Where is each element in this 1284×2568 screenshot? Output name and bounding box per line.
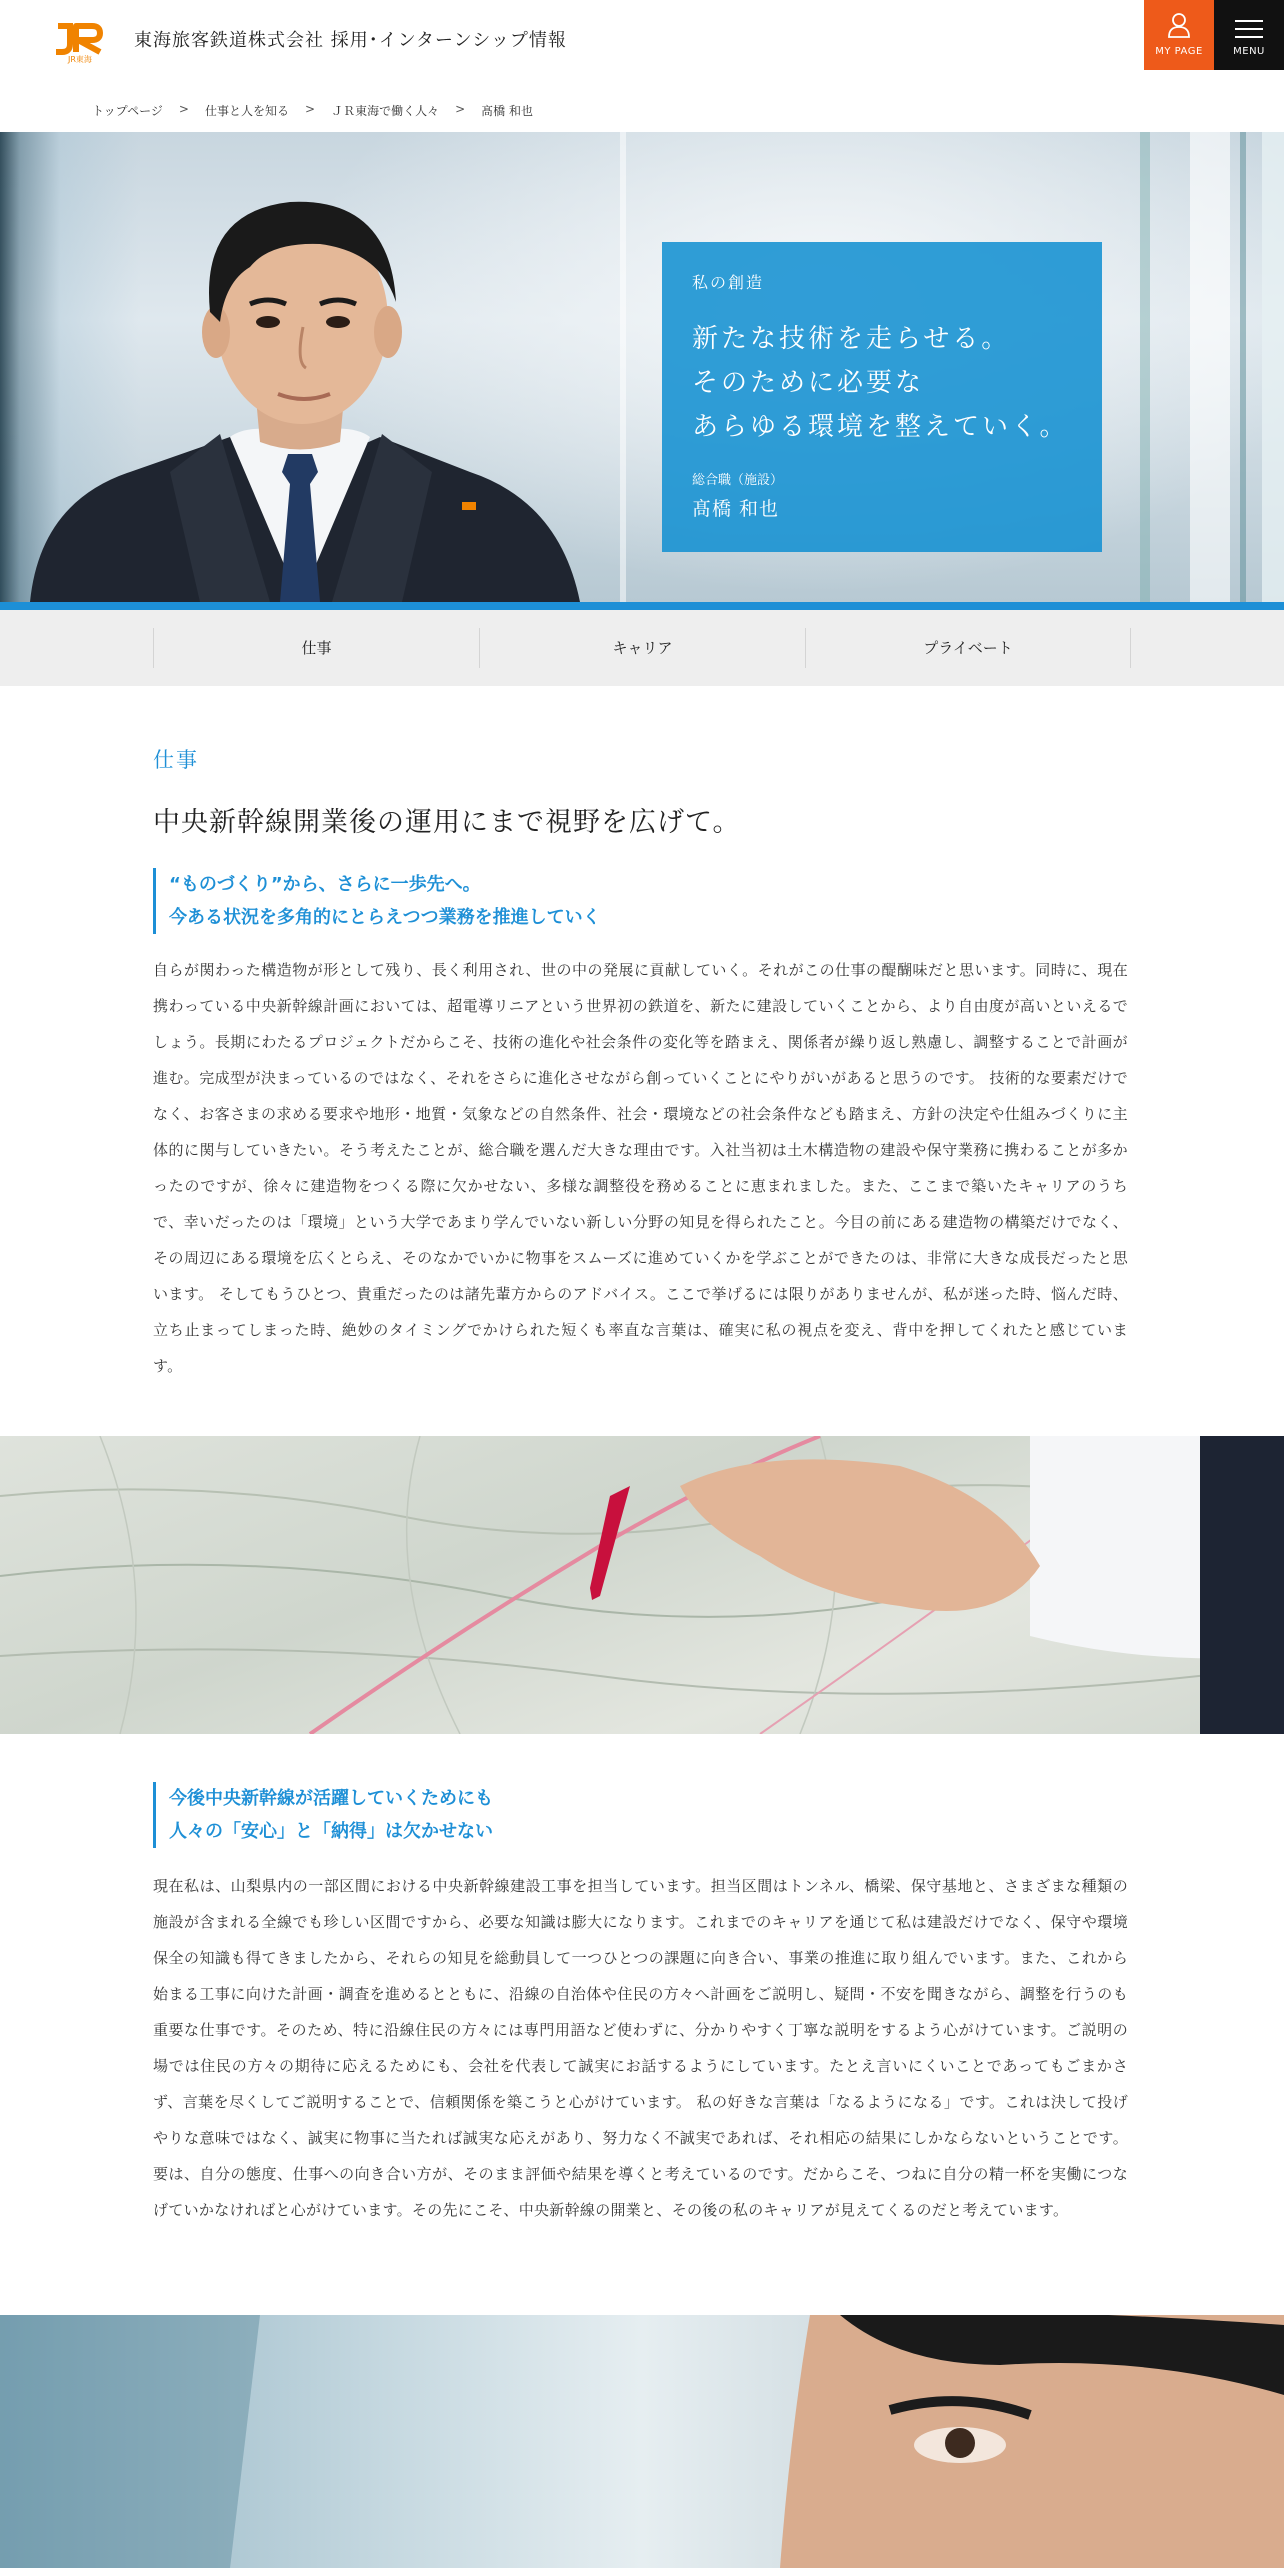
employee-name: 髙橋 和也 — [692, 498, 780, 520]
body-paragraph: 現在私は、山梨県内の一部区間における中央新幹線建設工事を担当しています。担当区間はトンネル、橋梁、保守基地と、さまざまな種類の施設が含まれる全線でも珍しい区間ですから、必要な知識は膨大になります。これまでのキャリアを通じて私は建設だけでなく、保守や環境保全の知識も得てきましたから、それらの知見を総動員して一つひとつの課題に向き合い、事業の推進に取り組んでいます。また、これから始まる工事に向けた計画・調査を進めるとともに、沿線の自治体や住民の方々へ計画をご説明し、疑問・不安を聞きながら、調整を行うのも重要な仕事です。そのため、特に沿線住民の方々には専門用語など使わずに、分かりやすく丁寧な説明をするよう心がけています。ご説明の場では住民の方々の期待に応えるためにも、会社を代表して誠実にお話するようにしています。たとえ言いにくいことであってもごまかさず、言葉を尽くしてご説明することで、信頼関係を築こうと心がけています。 私の好きな言葉は「なるようになる」です。これは決して投げやりな意味ではなく、誠実に物事に当たれば誠実な応えがあり、努力なく不誠実であれば、それ相応の結果にしかならないということです。要は、自分の態度、仕事への向き合い方が、そのまま評価や結果を導くと考えているのです。だからこそ、つねに自分の精一杯を実働につなげていかなければと心がけています。その先にこそ、中央新幹線の開業と、その後の私のキャリアが見えてくるのだと考えています。 — [153, 1877, 1128, 2219]
portrait-closeup-photo — [0, 2315, 1284, 2568]
section-label: 仕事 — [153, 748, 199, 772]
portrait-closeup-illustration — [0, 2315, 1284, 2568]
breadcrumb-item-people[interactable]: ＪＲ東海で働く人々 — [331, 104, 440, 118]
tab-work[interactable]: 仕事 — [153, 628, 479, 668]
hero-accent-bar — [0, 602, 1284, 610]
logo-text: JR東海 — [68, 55, 92, 64]
body-paragraph: 自らが関わった構造物が形として残り、長く利用され、世の中の発展に貢献していく。それがこの仕事の醍醐味だと思います。同時に、現在携わっている中央新幹線計画においては、超電導リニアという世界初の鉄道を、新たに建設していくことから、より自由度が高いといえるでしょう。長期にわたるプロジェクトだからこそ、技術の進化や社会条件の変化等を踏まえ、関係者が繰り返し熟慮し、調整することで計画が進む。完成型が決まっているのではなく、それをさらに進化させながら創っていくことにやりがいがあると思うのです。 技術的な要素だけでなく、お客さまの求める要求や地形・地質・気象などの自然条件、社会・環境などの社会条件なども踏まえ、方針の決定や仕組みづくりに主体的に関与していきたい。そう考えたことが、総合職を選んだ大きな理由です。入社当初は土木構造物の建設や保守業務に携わることが多かったのですが、徐々に建造物をつくる際に欠かせない、多様な調整役を務めることに恵まれました。また、ここまで築いたキャリアのうちで、幸いだったのは「環境」という大学であまり学んでいない新しい分野の知見を得られたこと。今目の前にある建造物の構築だけでなく、その周辺にある環境を広くとらえ、そのなかでいかに物事をスムーズに進めていくかを学ぶことができたのは、非常に大きな成長だったと思います。 そしてもうひとつ、貴重だったのは諸先輩方からのアドバイス。ここで挙げるには限りがありませんが、私が迷った時、悩んだ時、立ち止まってしまった時、絶妙のタイミングでかけられた短くも率直な言葉は、確実に私の視点を変え、背中を押してくれたと感じています。 — [153, 961, 1128, 1375]
employee-portrait — [20, 172, 580, 602]
hero-banner — [0, 132, 1284, 602]
breadcrumb-item-current: 髙橋 和也 — [481, 104, 533, 118]
map-photo-illustration — [0, 1436, 1284, 1734]
pull-quote — [153, 868, 601, 934]
site-header — [0, 0, 1284, 70]
pull-quote-line: 今ある状況を多角的にとらえつつ業務を推進していく — [169, 907, 601, 928]
jr-logo-icon[interactable] — [54, 20, 116, 64]
breadcrumb-separator: > — [178, 102, 189, 116]
hero-headline-line: そのために必要な — [692, 368, 925, 398]
pull-quote-line: 今後中央新幹線が活躍していくためにも — [169, 1788, 493, 1809]
hero-headline-line: あらゆる環境を整えていく。 — [692, 412, 1069, 442]
menu-button[interactable] — [1214, 0, 1284, 70]
tab-private[interactable]: プライベート — [805, 628, 1131, 668]
breadcrumb-item-work[interactable]: 仕事と人を知る — [204, 104, 289, 118]
breadcrumb-separator: > — [305, 102, 316, 116]
hero-kicker: 私の創造 — [692, 273, 765, 292]
section-tabs — [0, 610, 1284, 686]
menu-label: MENU — [1233, 46, 1265, 57]
tab-career[interactable]: キャリア — [479, 628, 805, 668]
hero-headline-line: 新たな技術を走らせる。 — [692, 324, 1011, 354]
breadcrumb-item-top[interactable]: トップページ — [92, 104, 163, 118]
pull-quote-line: “ものづくり”から、さらに一歩先へ。 — [169, 874, 481, 895]
employee-role: 総合職（施設） — [692, 473, 784, 488]
map-photo — [0, 1436, 1284, 1734]
hero-caption-card — [662, 242, 1102, 552]
mypage-label: MY PAGE — [1155, 46, 1203, 57]
pull-quote-line: 人々の「安心」と「納得」は欠かせない — [169, 1821, 493, 1842]
hamburger-icon — [1235, 20, 1263, 38]
mypage-button[interactable] — [1144, 0, 1214, 70]
person-icon — [1167, 12, 1191, 38]
pull-quote — [153, 1782, 493, 1848]
breadcrumb-separator: > — [455, 102, 466, 116]
hero-headline — [692, 317, 1072, 449]
section-title: 中央新幹線開業後の運用にまで視野を広げて。 — [153, 807, 741, 838]
breadcrumb — [92, 102, 533, 119]
site-title[interactable]: 東海旅客鉄道株式会社 採用･インターンシップ情報 — [134, 30, 567, 51]
